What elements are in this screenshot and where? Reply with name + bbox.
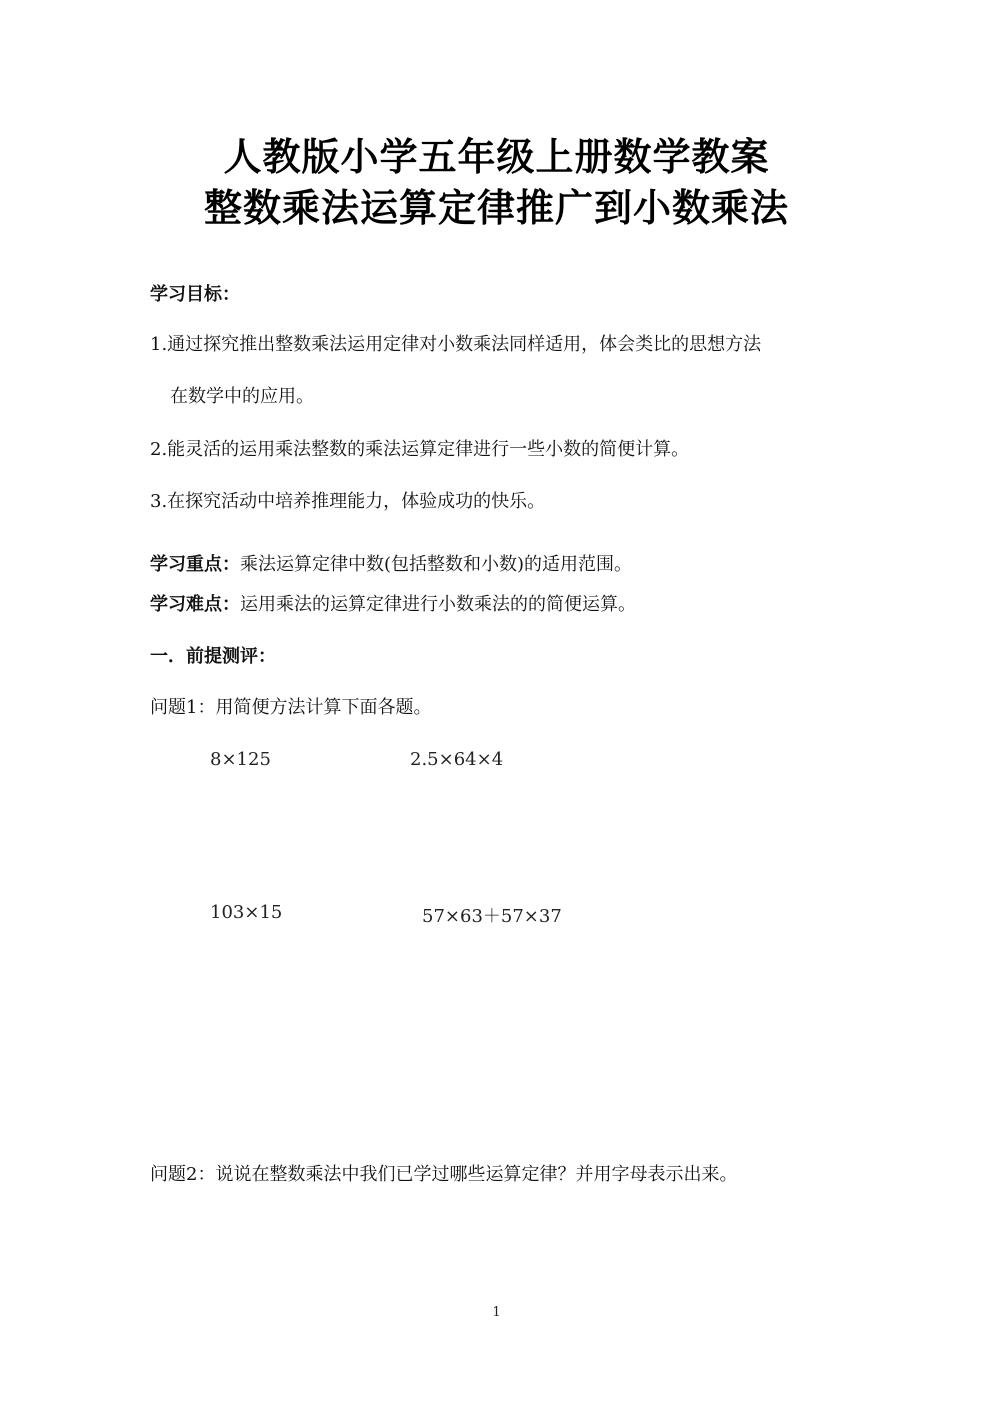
expression-1: 8×125 xyxy=(210,749,271,770)
key-point xyxy=(150,550,632,576)
question-1-text: 问题1：用简便方法计算下面各题。 xyxy=(150,697,432,718)
difficulty-text: 运用乘法的运算定律进行小数乘法的的简便运算。 xyxy=(240,594,636,615)
expression-3: 103×15 xyxy=(210,902,283,923)
objective-item-3: 3.在探究活动中培养推理能力，体验成功的快乐。 xyxy=(150,491,546,512)
question-2-text: 问题2：说说在整数乘法中我们已学过哪些运算定律？并用字母表示出来。 xyxy=(150,1164,738,1185)
objective-item-1-line1: 1.通过探究推出整数乘法运用定律对小数乘法同样适用，体会类比的思想方法 xyxy=(150,334,762,355)
expression-4: 57×63＋57×37 xyxy=(422,906,562,927)
difficulty-label: 学习难点： xyxy=(150,594,240,615)
page-number: 1 xyxy=(492,1305,501,1320)
objective-item-1-line2: 在数学中的应用。 xyxy=(170,386,314,407)
key-point-label: 学习重点： xyxy=(150,554,240,575)
expression-2: 2.5×64×4 xyxy=(410,749,504,770)
objectives-heading: 学习目标： xyxy=(150,284,240,305)
document-title-line2: 整数乘法运算定律推广到小数乘法 xyxy=(203,186,789,230)
section-1-heading: 一．前提测评： xyxy=(150,646,276,667)
difficulty-point xyxy=(150,590,636,616)
key-point-text: 乘法运算定律中数(包括整数和小数)的适用范围。 xyxy=(240,554,633,575)
document-title-line1: 人教版小学五年级上册数学教案 xyxy=(223,135,770,179)
objective-item-2: 2.能灵活的运用乘法整数的乘法运算定律进行一些小数的简便计算。 xyxy=(150,439,690,460)
